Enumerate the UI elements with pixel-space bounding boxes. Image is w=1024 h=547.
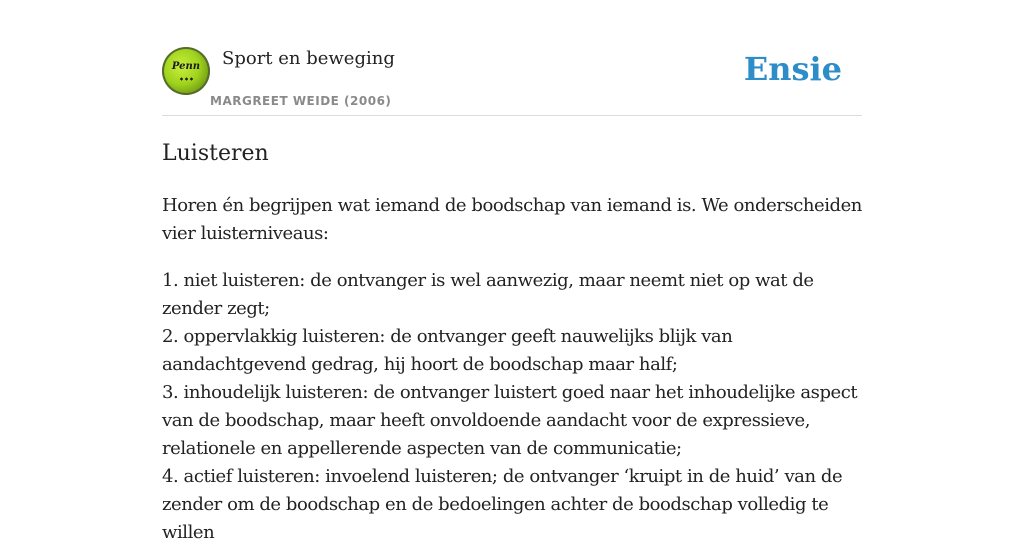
article-body bbox=[162, 192, 862, 547]
entry-header bbox=[162, 0, 862, 116]
list-item: 2. oppervlakkig luisteren: de ontvanger geeft nauwelijks blijk van aandachtgevend gedrag, hij hoort de boodschap maar half; bbox=[162, 326, 733, 375]
list-item: 3. inhoudelijk luisteren: de ontvanger luistert goed naar het inhoudelijke aspect van de boodschap, maar heeft onvoldoende aandacht voor de expressieve, relationele en appellerende aspecten van de communicatie; bbox=[162, 382, 858, 459]
list-item: 1. niet luisteren: de ontvanger is wel aanwezig, maar neemt niet op wat de zender zegt; bbox=[162, 270, 814, 319]
site-logo[interactable]: Ensie bbox=[743, 50, 842, 88]
avatar[interactable] bbox=[162, 47, 210, 95]
author-byline[interactable]: MARGREET WEIDE (2006) bbox=[210, 94, 392, 108]
list-item: 4. actief luisteren: invoelend luisteren; de ontvanger ‘kruipt in de huid’ van de zender om de boodschap en de bedoelingen achter de boodschap volledig te willen bbox=[162, 466, 843, 543]
intro-paragraph: Horen én begrijpen wat iemand de boodschap van iemand is. We onderscheiden vier luisterniveaus: bbox=[162, 195, 862, 244]
levels-list bbox=[162, 267, 862, 547]
avatar-dots bbox=[179, 77, 193, 81]
category-link[interactable]: Sport en beweging bbox=[222, 48, 395, 69]
avatar-brand-text: Penn bbox=[171, 61, 201, 72]
page-title: Luisteren bbox=[162, 141, 269, 166]
